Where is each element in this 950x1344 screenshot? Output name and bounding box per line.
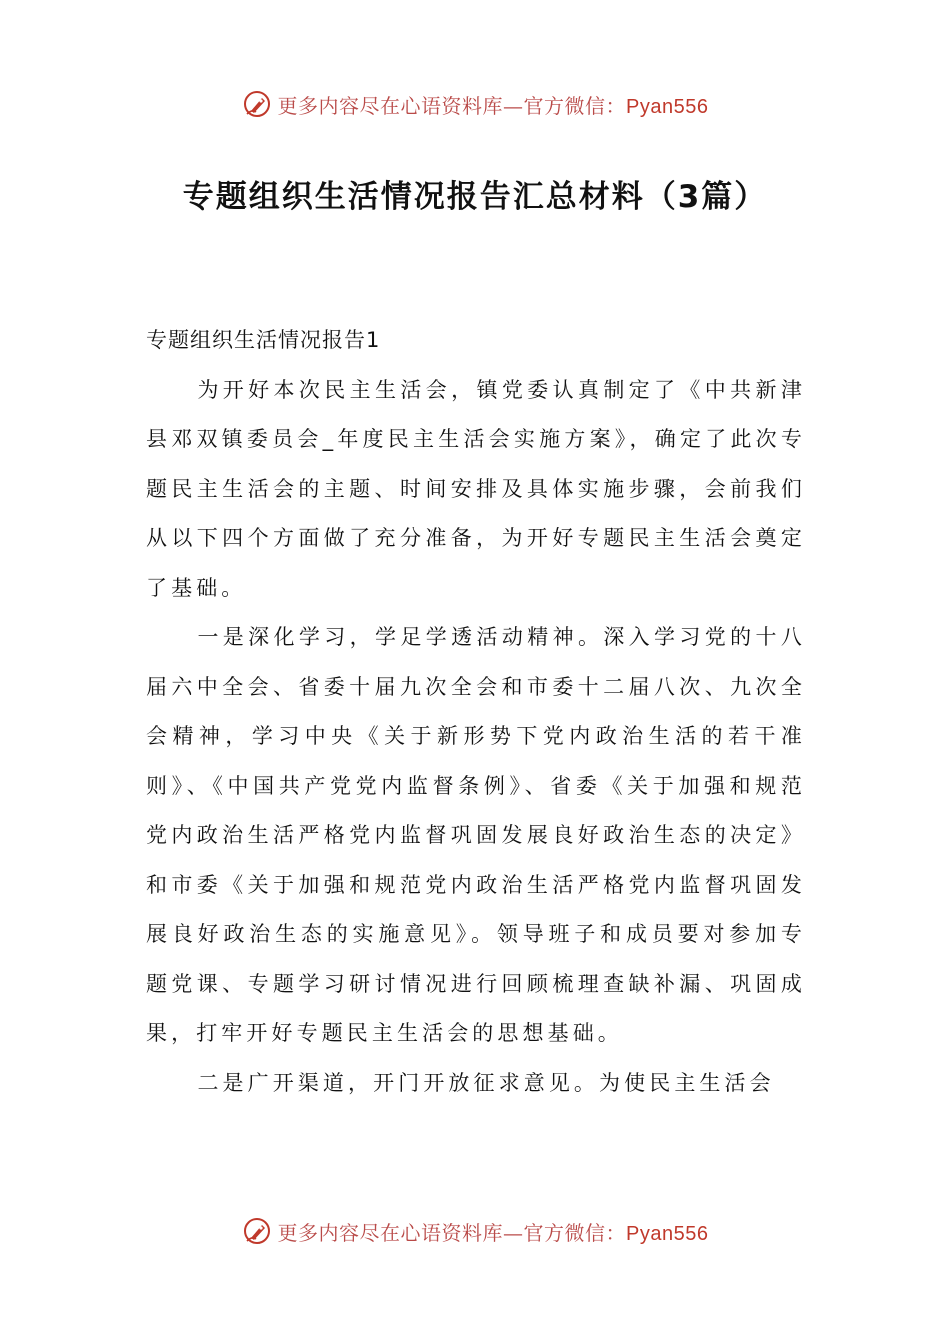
body-paragraph: 为开好本次民主生活会，镇党委认真制定了《中共新津县邓双镇委员会_年度民主生活会实施方案》，确定了此次专题民主生活会的主题、时间安排及具体实施步骤，会前我们从以下四个方面做了充分准备，为开好专题民主生活会奠定了基础。	[146, 377, 806, 600]
pen-nib-logo-icon	[242, 89, 272, 119]
body-paragraph: 一是深化学习，学足学透活动精神。深入学习党的十八届六中全会、省委十届九次全会和市委十二届八次、九次全会精神，学习中央《关于新形势下党内政治生活的若干准则》、《中国共产党党内监督条例》、省委《关于加强和规范党内政治生活严格党内监督巩固发展良好政治生态的决定》和市委《关于加强和规范党内政治生活严格党内监督巩固发展良好政治生态的实施意见》。领导班子和成员要对参加专题党课、专题学习研讨情况进行回顾梳理查缺补漏、巩固成果，打牢开好专题民主生活会的思想基础。	[146, 625, 806, 1045]
footer-banner	[0, 1211, 950, 1251]
banner-text: 更多内容尽在心语资料库—官方微信：Pyan556	[277, 1220, 709, 1245]
banner-text: 更多内容尽在心语资料库—官方微信：Pyan556	[277, 93, 709, 118]
document-body	[146, 316, 806, 1108]
header-banner	[0, 84, 950, 124]
section-subtitle: 专题组织生活情况报告1	[146, 328, 381, 352]
document-title: 专题组织生活情况报告汇总材料（3篇）	[182, 179, 768, 215]
pen-nib-logo-icon	[242, 1216, 272, 1246]
body-paragraph: 二是广开渠道，开门开放征求意见。为使民主生活会	[197, 1070, 775, 1095]
